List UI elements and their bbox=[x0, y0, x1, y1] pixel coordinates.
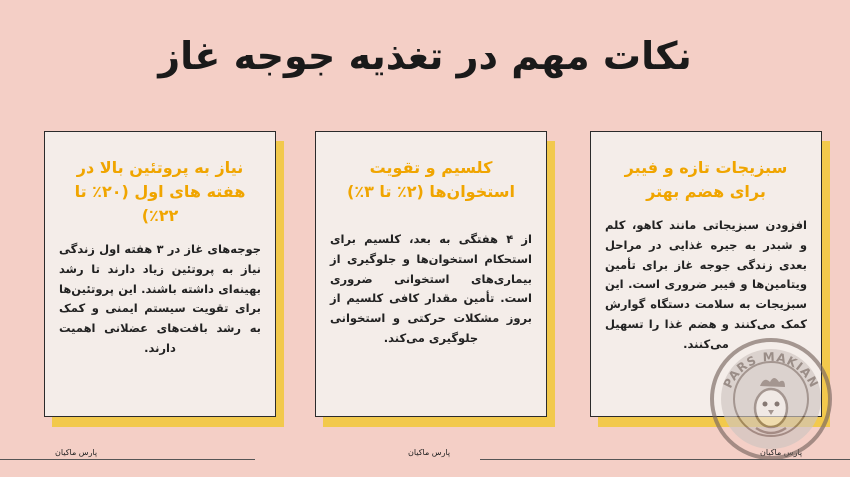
footer-label-left: پارس ماکیان bbox=[55, 448, 98, 457]
chicken-icon bbox=[714, 342, 828, 456]
footer-divider bbox=[480, 459, 850, 460]
card-body: جوجه‌های غاز در ۳ هفته اول زندگی نیاز به پروتئین زیاد دارند تا رشد بهینه‌ای داشته باشند. این پروتئین‌ها برای تقویت سیستم ایمنی و کمک به رشد بافت‌های عضلانی اهمیت دارند. bbox=[59, 242, 262, 355]
brand-logo bbox=[710, 338, 832, 460]
card-protein bbox=[44, 131, 276, 417]
card-body: افزودن سبزیجاتی مانند کاهو، کلم و شبدر به جیره غذایی در مراحل بعدی زندگی جوجه غاز برای تأمین ویتامین‌ها و فیبر ضروری است. این سبزیجات به سلامت دستگاه گوارش کمک می‌کنند و هضم غذا را تسهیل می‌کنند. bbox=[605, 218, 807, 351]
logo-text: PARS MAKIAN bbox=[720, 349, 822, 391]
footer-divider bbox=[0, 459, 255, 460]
card-heading: سبزیجات تازه و فیبر برای هضم بهتر bbox=[624, 158, 788, 201]
page-title: نکات مهم در تغذیه جوجه غاز bbox=[158, 34, 692, 78]
footer-label-center: پارس ماکیان bbox=[408, 448, 451, 457]
card-heading: کلسیم و تقویت استخوان‌ها (۲٪ تا ۳٪) bbox=[347, 158, 515, 201]
card-body: از ۴ هفتگی به بعد، کلسیم برای استحکام استخوان‌ها و جلوگیری از بیماری‌های استخوانی ضروری است. تأمین مقدار کافی کلسیم از بروز مشکلات حرکتی و استخوانی جلوگیری می‌کند. bbox=[330, 232, 532, 345]
card-heading: نیاز به پروتئین بالا در هفته های اول (۲۰٪ تا ۲۲٪) bbox=[74, 158, 246, 225]
footer-label-right: پارس ماکیان bbox=[760, 448, 803, 457]
card-calcium bbox=[315, 131, 547, 417]
